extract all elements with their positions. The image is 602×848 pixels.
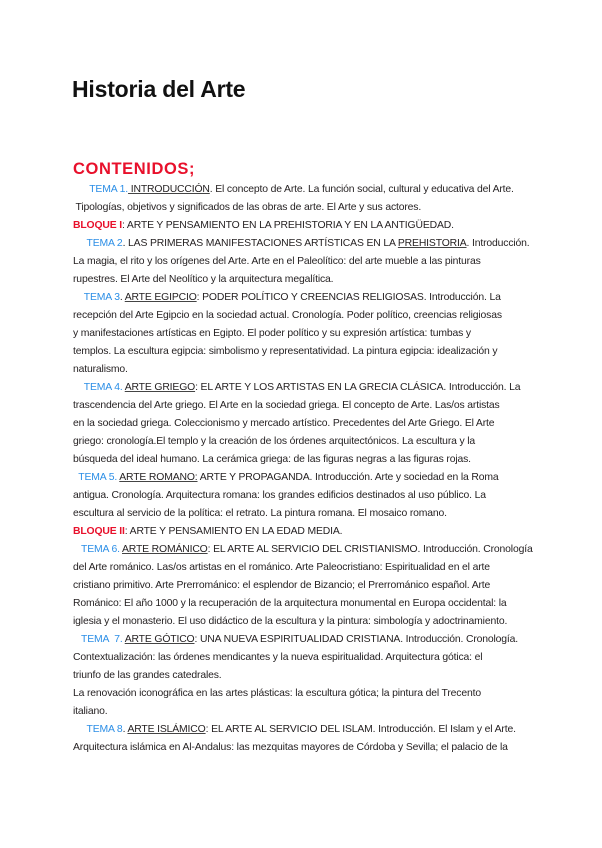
text-line xyxy=(73,307,543,325)
text-segment: trascendencia del Arte griego. El Arte en la sociedad griega. El concepto de Arte. Las/os artistas xyxy=(73,400,500,411)
text-segment: recepción del Arte Egipcio en la sociedad actual. Cronología. Poder político, creencias religiosas xyxy=(73,310,502,321)
text-line xyxy=(73,451,543,469)
text-line xyxy=(73,253,543,271)
text-segment: griego: cronología.El templo y la creación de los órdenes arquitectónicos. La escultura y la xyxy=(73,436,476,447)
text-segment: iglesia y el monasterio. El uso didáctico de la escultura y la pintura: simbología y adoctrinamiento. xyxy=(73,616,508,627)
text-line xyxy=(73,523,543,541)
text-segment: del Arte románico. Las/os artistas en el románico. Arte Paleocristiano: Espiritualidad en el arte xyxy=(73,562,490,573)
text-line xyxy=(73,415,543,433)
text-segment xyxy=(73,634,81,645)
tema-label: TEMA 2 xyxy=(86,238,123,249)
text-segment: La renovación iconográfica en las artes plásticas: la escultura gótica; la pintura del Trecento xyxy=(73,688,481,699)
text-line xyxy=(73,631,543,649)
text-line xyxy=(73,667,543,685)
text-line xyxy=(73,505,543,523)
text-segment: Arquitectura islámica en Al-Andalus: las mezquitas mayores de Córdoba y Sevilla; el palacio de la xyxy=(73,742,508,753)
text-line xyxy=(73,271,543,289)
text-segment: búsqueda del ideal humano. La cerámica griega: de las figuras negras a las figuras rojas. xyxy=(73,454,471,465)
text-line xyxy=(73,685,543,703)
text-line xyxy=(73,487,543,505)
tema-label: TEMA 8 xyxy=(86,724,123,735)
text-segment: : EL ARTE AL SERVICIO DEL ISLAM. Introducción. El Islam y el Arte. xyxy=(205,724,516,735)
text-line xyxy=(73,559,543,577)
text-segment: . xyxy=(122,724,128,735)
text-segment: ARTE Y PROPAGANDA. Introducción. Arte y sociedad en la Roma xyxy=(197,472,499,483)
text-line xyxy=(73,595,543,613)
text-line xyxy=(73,577,543,595)
text-line xyxy=(73,703,543,721)
text-line xyxy=(73,541,543,559)
text-segment: : ARTE Y PENSAMIENTO EN LA EDAD MEDIA. xyxy=(124,526,343,537)
topic-title: PREHISTORIA xyxy=(397,238,467,249)
text-segment: cristiano primitivo. Arte Prerrománico: el esplendor de Bizancio; el Prerrománico español. Arte xyxy=(73,580,491,591)
text-segment: en la sociedad griega. Coleccionismo y mercado artístico. Precedentes del Arte Griego. El Arte xyxy=(73,418,495,429)
topic-title: ARTE ROMANO: xyxy=(119,472,198,483)
text-line xyxy=(73,181,543,199)
text-line xyxy=(73,379,543,397)
text-line xyxy=(73,433,543,451)
tema-label: TEMA 1. xyxy=(89,184,129,195)
text-line xyxy=(73,325,543,343)
text-segment: : PODER POLÍTICO Y CREENCIAS RELIGIOSAS. Introducción. La xyxy=(196,292,501,303)
text-line xyxy=(73,235,543,253)
text-segment: templos. La escultura egipcia: simbolismo y representatividad. La pintura egipcia: idealización y xyxy=(73,346,498,357)
text-segment: naturalismo. xyxy=(73,364,128,375)
tema-label: TEMA 3 xyxy=(83,292,120,303)
contents-body xyxy=(73,181,543,757)
text-segment: La magia, el rito y los orígenes del Arte. Arte en el Paleolítico: del arte mueble a las pinturas xyxy=(73,256,481,267)
text-segment: : EL ARTE Y LOS ARTISTAS EN LA GRECIA CLÁSICA. Introducción. La xyxy=(195,382,521,393)
bloque-label: BLOQUE II xyxy=(73,526,125,537)
topic-title: ARTE GÓTICO xyxy=(124,634,195,645)
text-line xyxy=(73,397,543,415)
text-segment: . Introducción. xyxy=(466,238,530,249)
text-segment: : EL ARTE AL SERVICIO DEL CRISTIANISMO. Introducción. Cronología xyxy=(207,544,533,555)
text-segment xyxy=(73,238,87,249)
topic-title: ARTE ISLÁMICO xyxy=(127,724,206,735)
tema-label: TEMA 7. xyxy=(81,634,123,645)
topic-title: ARTE ROMÁNICO xyxy=(122,544,208,555)
text-segment: : UNA NUEVA ESPIRITUALIDAD CRISTIANA. Introducción. Cronología. xyxy=(194,634,519,645)
text-segment xyxy=(73,382,84,393)
text-segment: . xyxy=(119,292,125,303)
text-segment: Tipologías, objetivos y significados de las obras de arte. El Arte y sus actores. xyxy=(73,202,422,213)
text-segment xyxy=(73,184,89,195)
text-line xyxy=(73,361,543,379)
text-line xyxy=(73,613,543,631)
text-segment: triunfo de las grandes catedrales. xyxy=(73,670,222,681)
text-segment: y manifestaciones artísticas en Egipto. El poder político y su expresión artística: tumbas y xyxy=(73,328,471,339)
document-title: Historia del Arte xyxy=(72,76,246,102)
contents-heading: CONTENIDOS; xyxy=(73,160,196,178)
bloque-label: BLOQUE I xyxy=(73,220,123,231)
topic-title: INTRODUCCIÓN xyxy=(128,184,210,195)
text-line xyxy=(73,649,543,667)
text-line xyxy=(73,217,543,235)
topic-title: ARTE GRIEGO xyxy=(124,382,196,393)
text-segment: : ARTE Y PENSAMIENTO EN LA PREHISTORIA Y EN LA ANTIGÜEDAD. xyxy=(122,220,454,231)
text-line xyxy=(73,289,543,307)
tema-label: TEMA 4. xyxy=(83,382,123,393)
tema-label: TEMA 6. xyxy=(81,544,120,555)
text-line xyxy=(73,343,543,361)
topic-title: ARTE EGIPCIO xyxy=(124,292,197,303)
text-segment: Contextualización: las órdenes mendicantes y la nueva espiritualidad. Arquitectura gótica: el xyxy=(73,652,483,663)
text-segment: rupestres. El Arte del Neolítico y la arquitectura megalítica. xyxy=(73,274,334,285)
text-line xyxy=(73,199,543,217)
tema-label: TEMA 5. xyxy=(78,472,118,483)
text-line xyxy=(73,721,543,739)
text-segment: escultura al servicio de la política: el retrato. La pintura romana. El mosaico romano. xyxy=(73,508,447,519)
text-segment: Románico: El año 1000 y la recuperación de la arquitectura monumental en Europa occidental: la xyxy=(73,598,507,609)
text-segment xyxy=(73,544,81,555)
text-segment: . LAS PRIMERAS MANIFESTACIONES ARTÍSTICAS EN LA xyxy=(122,238,398,249)
text-segment: . El concepto de Arte. La función social, cultural y educativa del Arte. xyxy=(209,184,514,195)
text-line xyxy=(73,739,543,757)
text-segment: antigua. Cronología. Arquitectura romana: los grandes edificios destinados al uso público. La xyxy=(73,490,486,501)
text-segment xyxy=(73,292,84,303)
text-segment: italiano. xyxy=(73,706,108,717)
text-segment xyxy=(73,724,87,735)
text-line xyxy=(73,469,543,487)
